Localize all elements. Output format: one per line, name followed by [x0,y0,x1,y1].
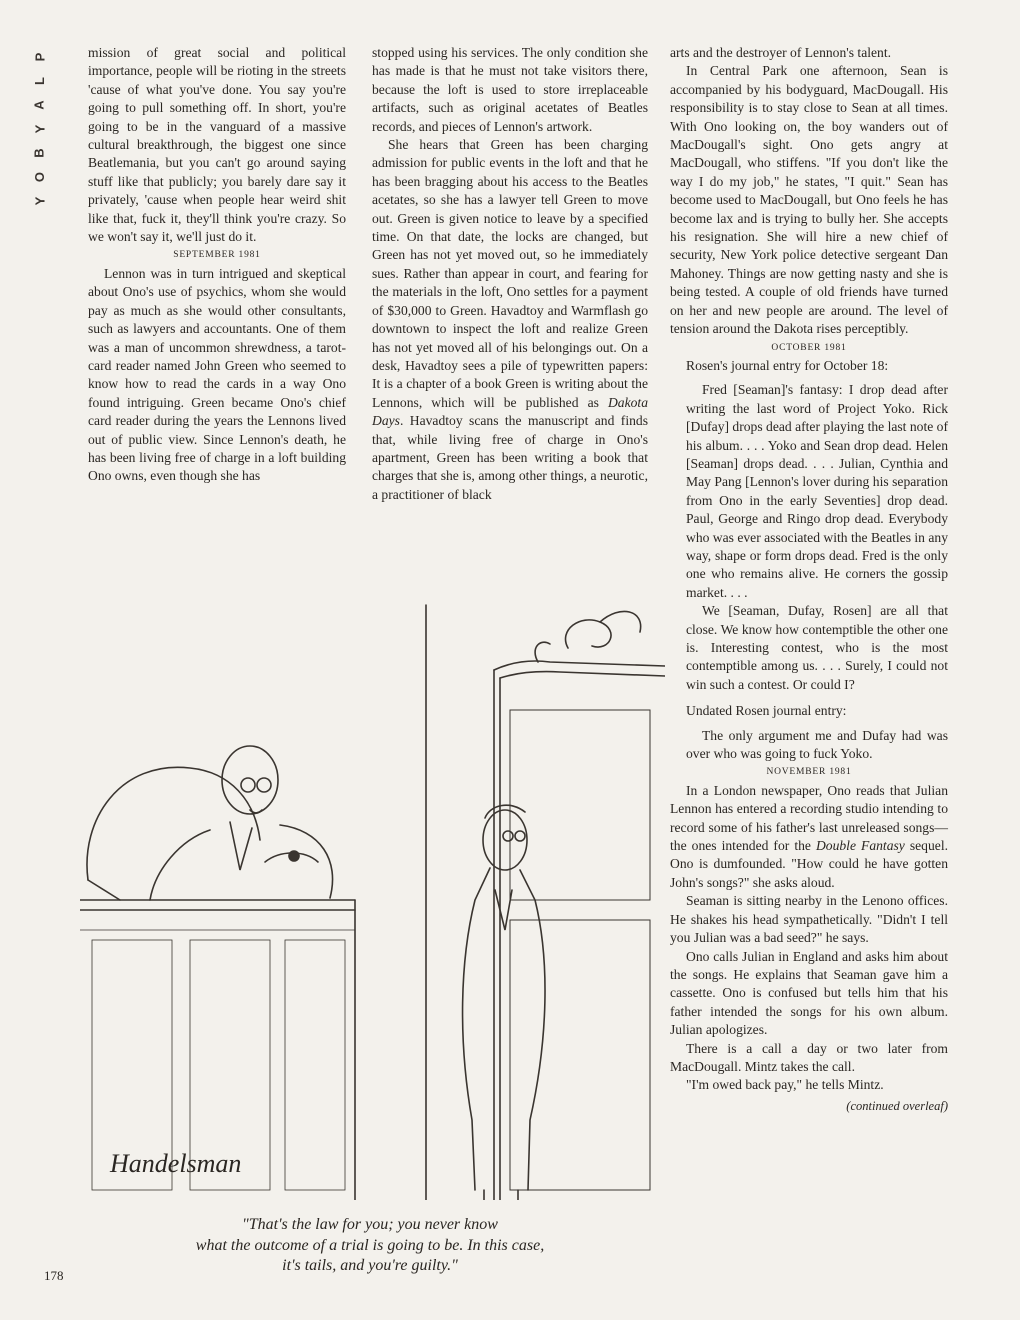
magazine-name-vertical: P L A Y B O Y [31,52,47,206]
paragraph [372,136,648,504]
text-column-3 [670,44,948,1115]
paragraph-text: In a London newspaper, Ono reads that Julian Lennon has entered a recording studio intending to record some of his father's last unreleased songs—the ones intended for the [670,782,948,854]
date-heading: OCTOBER 1981 [771,342,847,353]
text-column-1 [88,44,346,486]
date-heading: NOVEMBER 1981 [766,767,852,778]
caption-line: it's tails, and you're guilty." [282,1257,458,1274]
paragraph: There is a call a day or two later from MacDougall. Mintz takes the call. [670,1040,948,1074]
album-title: Double Fantasy [815,838,905,854]
paragraph [670,782,948,892]
paragraph: stopped using his services. The only condition she has made is that he must not take visitors there, because the loft is used to store irreplaceable artifacts, such as original acetates of Beatles records, and pieces of Lennon's artwork. [372,45,648,134]
caption-line: what the outcome of a trial is going to be. In this case, [195,1236,545,1254]
continued-note: (continued overleaf) [846,1098,948,1113]
artist-signature: Handelsman [110,1149,242,1178]
book-title: Dakota Days [372,394,648,429]
cartoon-caption [120,1215,620,1277]
cartoon-illustration [80,600,665,1200]
page-number: 178 [44,1268,64,1283]
paragraph: Lennon was in turn intrigued and skeptical about Ono's use of psychics, whom she would pay as much as she would other consultants, such as lawyers and accountants. One of them was a man of uncommon shrewdness, a tarot-card reader named John Green who seemed to know how to read the cards in a way Ono found intriguing. Green became Ono's chief card reader during the years the Lennons lived out of public view. Since Lennon's death, he has been living free of charge in a loft building Ono owns, even though she has [88,265,346,484]
journal-quote: We [Seaman, Dufay, Rosen] are all that close. We know how contemptible the other one is. Interesting contest, who is the most contemptible among us. . . . Surely, I could not win such a contest. Or could I? [686,603,948,692]
paragraph-text: . Havadtoy scans the manuscript and finds that, while living free of charge in Ono's apartment, Green has been writing a book that charges that she is, among other things, a neurotic, a practitioner of black [372,413,648,502]
caption-line: "That's the law for you; you never know [242,1216,498,1233]
paragraph: mission of great social and political importance, people will be rioting in the streets 'cause of what you've done. You say you're going to pull something off. In short, you're going to be in the vanguard of a massive cultural breakthrough, the biggest one since Beatlemania, but you can't go around saying stuff like that publicly; you barely dare say it privately, 'cause when people hear weird shit like that, fuck it, they'll think you're crazy. So we won't say it, we'll just do it. [88,45,346,245]
paragraph: In Central Park one afternoon, Sean is accompanied by his bodyguard, MacDougall. His responsibility is to stay close to Sean at all times. With Ono looking on, the boy wanders out of MacDougall's sight. Ono gets angry at MacDougall, who stiffens. "If you don't like the way I do my job," he states, "I quit." Sean has become used to MacDougall, but Ono feels he has become lax and is trying to bully her. She accepts his resignation. She will hire a new chief of security, New York police detective sergeant Dan Mahoney. Things are now getting nasty and she is being tested. A couple of old friends have turned on her and new people are around. The level of tension around the Dakota rises perceptibly. [670,63,948,337]
paragraph: arts and the destroyer of Lennon's talent. [670,45,892,60]
paragraph: "I'm owed back pay," he tells Mintz. [686,1077,884,1093]
paragraph-text: sequel. Ono is dumfounded. "How could he have gotten John's songs?" she asks aloud. [670,838,948,890]
journal-quote: Fred [Seaman]'s fantasy: I drop dead after writing the last word of Project Yoko. Rick [Dufay] drops dead after playing the last note of his album. . . . Yoko and Sean drop dead. Helen [Seaman] drops dead. . . . Julian, Cynthia and May Pang [Lennon's lover during his separation from Ono in the early Seventies] drop dead. Paul, George and Ringo drop dead. Everybody who was ever associated with the Beatles in any way, shape or form drops dead. Fred is the only one who remains alive. He corners the gossip market. . . . [686,382,948,600]
paragraph-text: She hears that Green has been charging admission for public events in the loft and that he has been bragging about his access to the Beatles acetates, so she has a lawyer tell Green to move out. Green is given notice to leave by a specified time. On that date, the locks are changed, but Green has not yet moved out, so he immediately sues. Rather than appear in court, and fearing for the materials in the loft, Ono settles for a payment of $30,000 to Green. Havadtoy and Warmflash go downtown to inspect the loft and realize Green has not yet moved all of his belongings out. On a desk, Havadtoy sees a pile of typewritten papers: It is a chapter of a book Green is writing about the Lennons, which will be published as [372,137,648,410]
journal-quote: The only argument me and Dufay had was over who was going to fuck Yoko. [686,727,948,762]
date-heading: SEPTEMBER 1981 [173,250,261,261]
paragraph: Rosen's journal entry for October 18: [686,357,889,373]
paragraph: Undated Rosen journal entry: [686,703,847,719]
text-column-2 [372,44,648,504]
paragraph: Seaman is sitting nearby in the Lenono offices. He shakes his head sympathetically. "Didn't I tell you Julian was a bad seed?" he says. [670,893,948,946]
paragraph: Ono calls Julian in England and asks him about the songs. He explains that Seaman gave him a cassette. Ono is confused but tells him that his father intended the songs for his own album. Julian apologizes. [670,948,948,1038]
